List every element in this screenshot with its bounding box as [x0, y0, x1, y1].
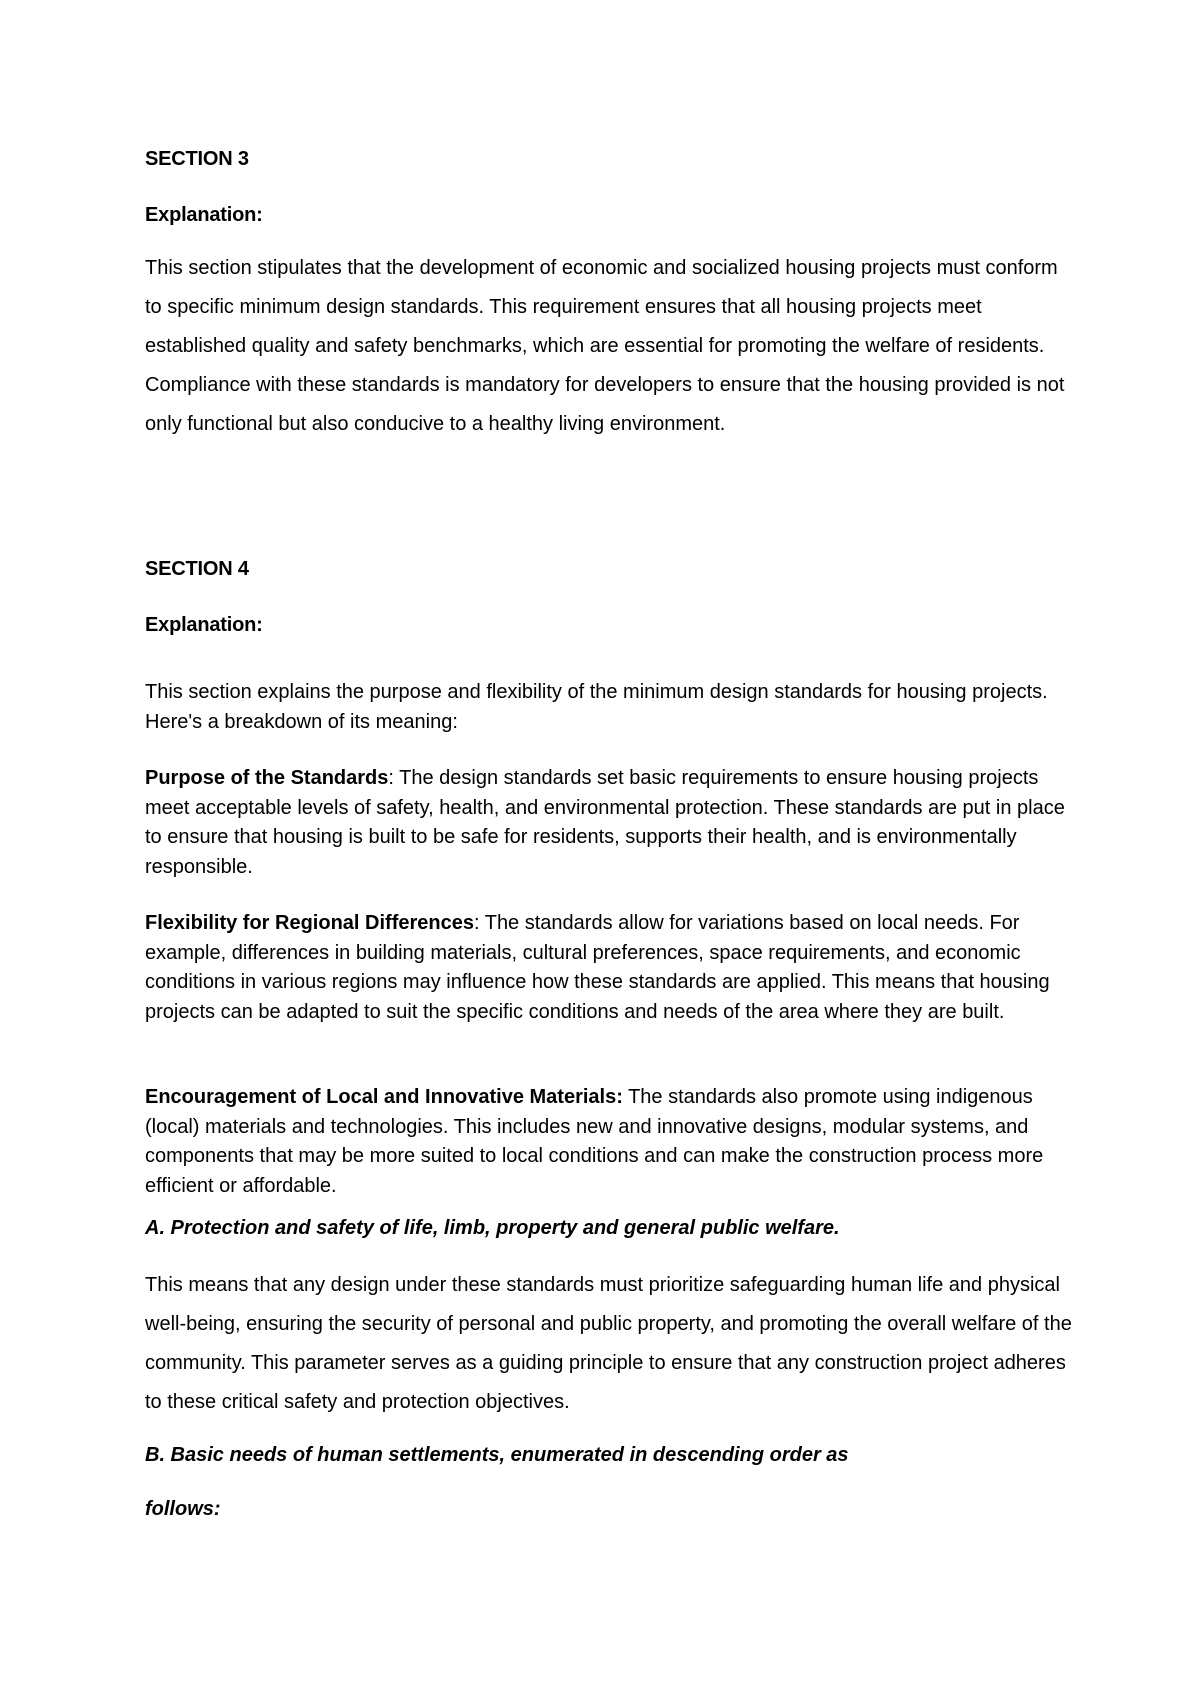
local-materials-term: Encouragement of Local and Innovative Materials: — [145, 1086, 623, 1108]
section-4-heading: SECTION 4 — [145, 558, 249, 580]
section-4-intro: This section explains the purpose and flexibility of the minimum design standards for housing projects. Here's a breakdown of its meaning: — [145, 681, 1048, 733]
regional-flexibility-paragraph — [145, 909, 1075, 1027]
subsection-b-heading-continued: follows: — [145, 1498, 221, 1520]
section-4-explanation-label: Explanation: — [145, 614, 263, 636]
subsection-b-heading: B. Basic needs of human settlements, enumerated in descending order as — [145, 1444, 849, 1466]
subsection-a-heading: A. Protection and safety of life, limb, property and general public welfare. — [145, 1217, 840, 1239]
regional-flexibility-term: Flexibility for Regional Differences — [145, 912, 474, 934]
subsection-a-body: This means that any design under these standards must prioritize safeguarding human life and physical well-being, ensuring the security of personal and public property, and promoting the overall welfare of the community. This parameter serves as a guiding principle to ensure that any construction project adheres to these critical safety and protection objectives. — [145, 1274, 1072, 1413]
purpose-of-standards-paragraph — [145, 764, 1075, 882]
section-3-explanation-label: Explanation: — [145, 204, 263, 226]
section-3-body: This section stipulates that the development of economic and socialized housing projects must conform to specific minimum design standards. This requirement ensures that all housing projects meet established quality and safety benchmarks, which are essential for promoting the welfare of residents. Compliance with these standards is mandatory for developers to ensure that the housing provided is not only functional but also conducive to a healthy living environment. — [145, 257, 1065, 435]
purpose-of-standards-text: : The design standards set basic requirements to ensure housing projects meet acceptable levels of safety, health, and environmental protection. These standards are put in place to ensure that housing is built to be safe for residents, supports their health, and is environmentally responsible. — [145, 767, 1065, 878]
local-materials-paragraph — [145, 1083, 1075, 1201]
purpose-of-standards-term: Purpose of the Standards — [145, 767, 389, 789]
regional-flexibility-text: : The standards allow for variations based on local needs. For example, differences in building materials, cultural preferences, space requirements, and economic conditions in various regions may influence how these standards are applied. This means that housing projects can be adapted to suit the specific conditions and needs of the area where they are built. — [145, 912, 1050, 1023]
section-3-heading: SECTION 3 — [145, 148, 249, 170]
local-materials-text: The standards also promote using indigenous (local) materials and technologies. This includes new and innovative designs, modular systems, and components that may be more suited to local conditions and can make the construction process more efficient or affordable. — [145, 1086, 1044, 1197]
